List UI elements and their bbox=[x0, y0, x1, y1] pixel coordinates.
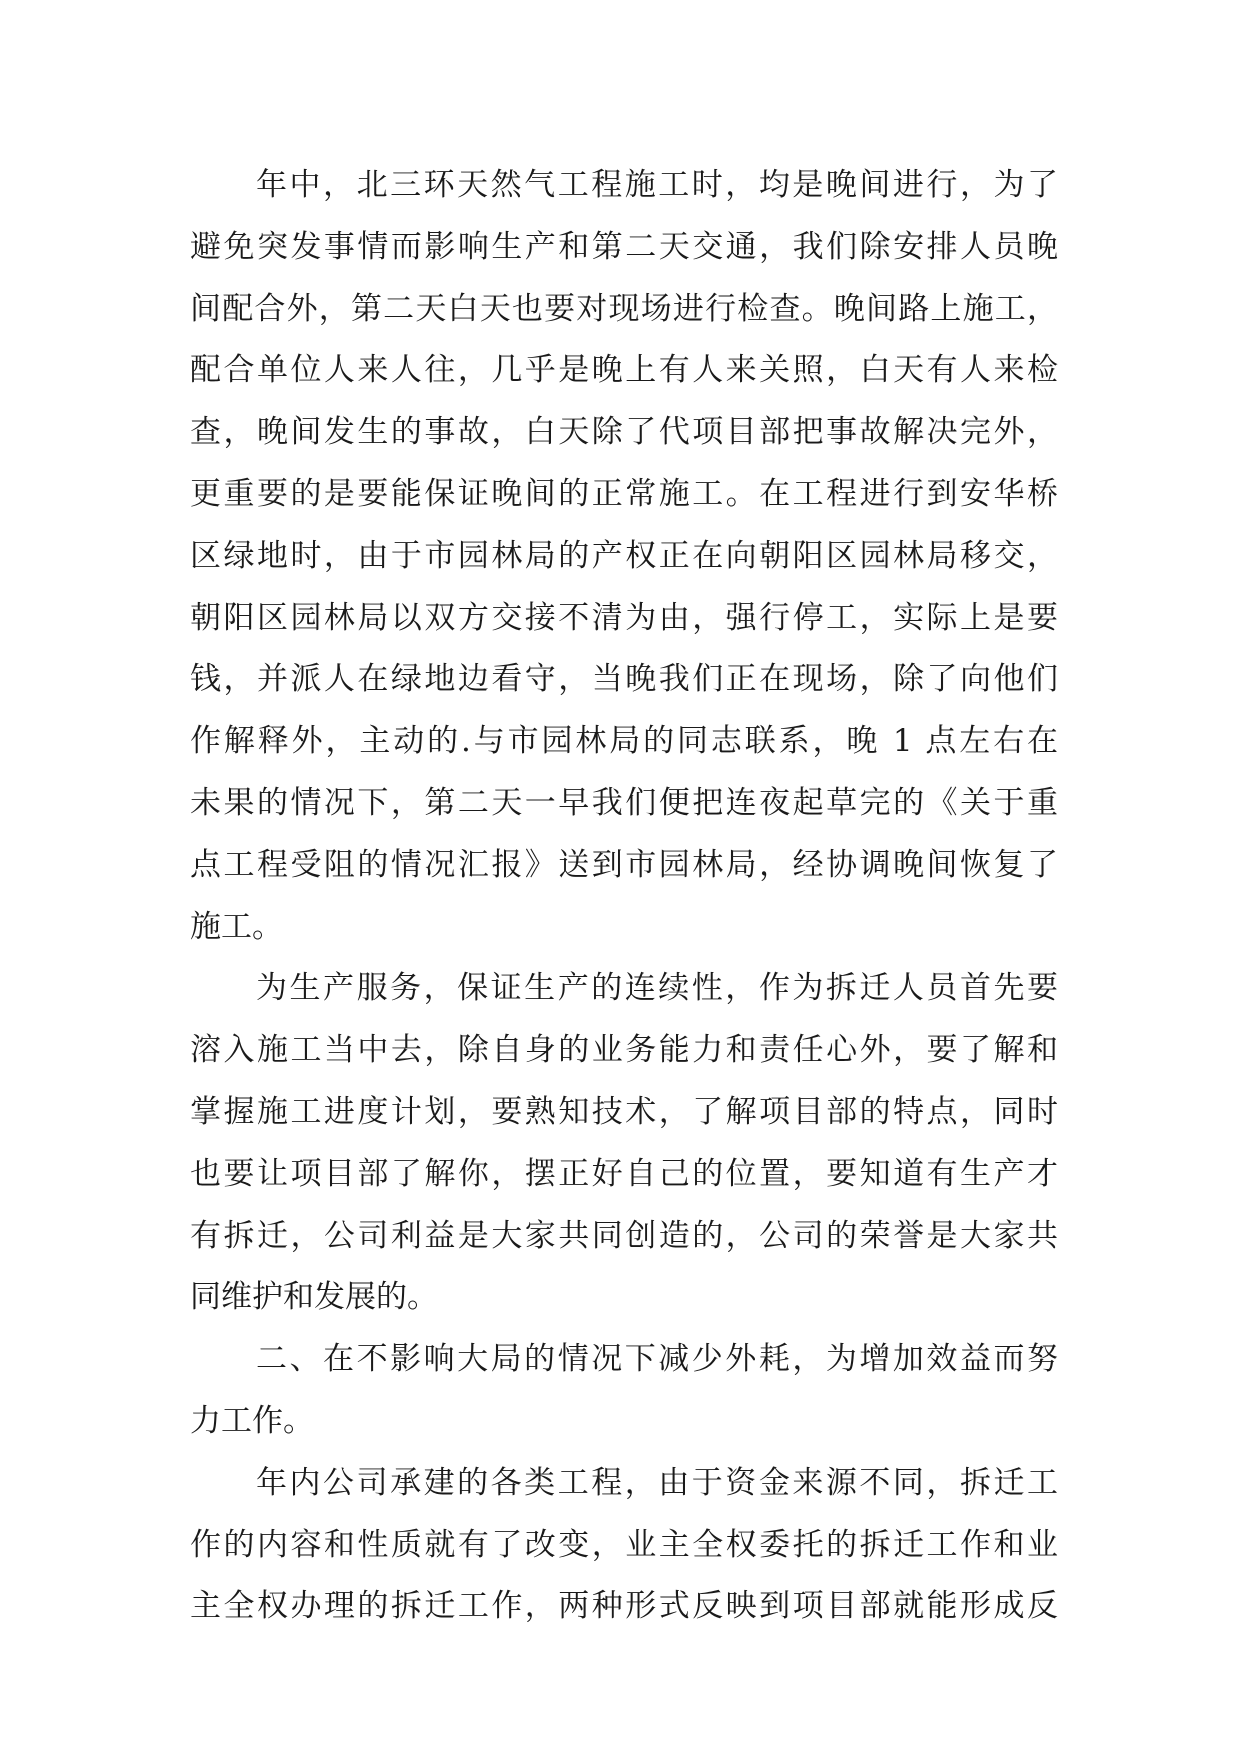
document-body bbox=[190, 155, 1058, 1638]
text-line: 有拆迁，公司利益是大家共同创造的，公司的荣誉是大家共 bbox=[190, 1217, 1058, 1254]
text-line: 作的内容和性质就有了改变，业主全权委托的拆迁工作和业 bbox=[190, 1526, 1058, 1563]
text-line: 朝阳区园林局以双方交接不清为由，强行停工，实际上是要 bbox=[190, 599, 1058, 636]
text-line: 钱，并派人在绿地边看守，当晚我们正在现场，除了向他们 bbox=[190, 661, 1058, 698]
text-line: 二、在不影响大局的情况下减少外耗，为增加效益而努 bbox=[256, 1341, 1058, 1378]
text-line: 施工。 bbox=[190, 908, 283, 945]
text-line: 力工作。 bbox=[190, 1402, 314, 1439]
text-line: 也要让项目部了解你，摆正好自己的位置，要知道有生产才 bbox=[190, 1155, 1058, 1192]
text-line: 主全权办理的拆迁工作，两种形式反映到项目部就能形成反 bbox=[190, 1588, 1058, 1625]
text-line: 年中，北三环天然气工程施工时，均是晚间进行，为了 bbox=[256, 167, 1058, 203]
text-line: 作解释外，主动的.与市园林局的同志联系，晚 1 点左右在 bbox=[190, 723, 1058, 760]
text-line: 更重要的是要能保证晚间的正常施工。在工程进行到安华桥 bbox=[190, 475, 1058, 512]
text-line: 年内公司承建的各类工程，由于资金来源不同，拆迁工 bbox=[256, 1464, 1058, 1501]
text-line: 避免突发事情而影响生产和第二天交通，我们除安排人员晚 bbox=[190, 228, 1058, 265]
text-line: 未果的情况下，第二天一早我们便把连夜起草完的《关于重 bbox=[190, 784, 1058, 821]
text-line: 查，晚间发生的事故，白天除了代项目部把事故解决完外， bbox=[190, 414, 1058, 451]
text-line: 为生产服务，保证生产的连续性，作为拆迁人员首先要 bbox=[256, 970, 1058, 1007]
text-line: 同维护和发展的。 bbox=[190, 1279, 438, 1316]
text-line: 点工程受阻的情况汇报》送到市园林局，经协调晚间恢复了 bbox=[190, 846, 1058, 883]
text-line: 配合单位人来人往，几乎是晚上有人来关照，白天有人来检 bbox=[190, 352, 1058, 389]
text-line: 掌握施工进度计划，要熟知技术，了解项目部的特点，同时 bbox=[190, 1093, 1058, 1130]
text-line: 溶入施工当中去，除自身的业务能力和责任心外，要了解和 bbox=[190, 1032, 1058, 1069]
text-line: 区绿地时，由于市园林局的产权正在向朝阳区园林局移交， bbox=[190, 537, 1058, 574]
text-line: 间配合外，第二天白天也要对现场进行检查。晚间路上施工， bbox=[190, 290, 1058, 327]
